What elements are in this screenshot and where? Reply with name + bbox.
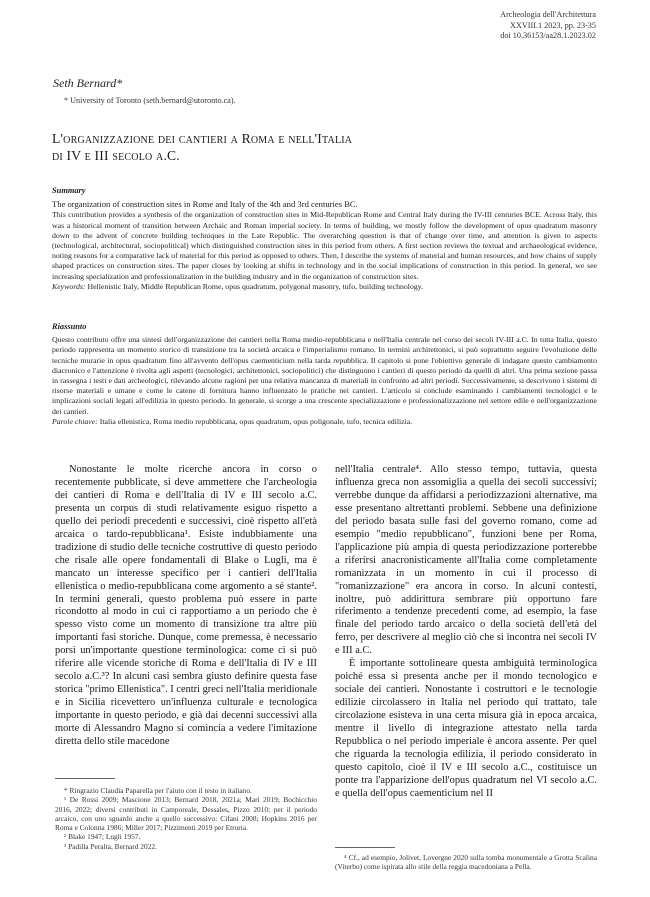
- body-column-left: [55, 464, 317, 749]
- footnote: ² Blake 1947; Lugli 1957.: [64, 832, 141, 842]
- title-line-2: di IV e III secolo a.C.: [52, 148, 180, 163]
- author-affiliation: * University of Toronto (seth.bernard@utoronto.ca).: [64, 96, 236, 105]
- author-name: Seth Bernard*: [53, 76, 123, 90]
- riassunto-heading: Riassunto: [52, 322, 87, 331]
- riassunto-keywords: [52, 417, 597, 427]
- summary-keywords: [52, 282, 597, 292]
- summary-subtitle: The organization of construction sites in Rome and Italy of the 4th and 3rd centuries BC.: [52, 199, 358, 210]
- article-doi: doi 10.36153/aa28.1.2023.02: [500, 31, 596, 41]
- footnote-rule-left: [55, 778, 115, 779]
- summary-section: [52, 186, 597, 292]
- body-column-right: [335, 464, 597, 801]
- footnotes-right: [335, 853, 597, 872]
- footnotes-left: [55, 786, 317, 851]
- article-title: [52, 130, 552, 164]
- footnote: ¹ De Rossi 2009; Mascione 2013; Bernard 2018, 2021a; Mari 2019; Bochicchio 2016, 2022; diversi contributi in Camporeale, Dessales, Pizzo 2010; per il periodo arcaico, con uno sguardo anche a quello successivo: Cifani 2008; Hopkins 2016 per Roma e Colonna 1986; Miller 2017; Pizzimenti 2019 per Etruria.: [55, 795, 317, 833]
- running-head: [500, 10, 596, 42]
- keywords-text: Hellenistic Italy, Middle Republican Rome, opus quadratum, polygonal masonry, tufo, building technology.: [87, 281, 424, 291]
- body-paragraph: È importante sottolineare questa ambiguità terminologica poiché essa si presenta anche per il mondo tecnologico e sociale dei cantieri. Nonostante i costruttori e le tecnologie edilizie circolassero in Italia nel periodo qui trattato, tale circolazione esisteva in una certa misura già in epoca arcaica, mentre il livello di integrazione attestato nella tarda Repubblica o nel periodo imperiale è ancora assente. Per quel che riguarda la tecnologia edilizia, il periodo considerato in questo capitolo, cioè il IV e III secolo a.C., costituisce un ponte tra l'apparizione dell'opus quadratum nel VI secolo a.C. e quella dell'opus caementicium nel II: [335, 658, 597, 799]
- footnote: * Ringrazio Claudia Paparella per l'aiuto con il testo in italiano.: [64, 786, 252, 795]
- footnote-rule-right: [335, 847, 395, 848]
- riassunto-section: [52, 322, 597, 427]
- footnote: ⁴ Cf., ad esempio, Jolivet, Lovergne 2020 sulla tomba monumentale a Grotta Scalina (Viterbo) come ispirata allo stile della reggia macedoniana a Pella.: [335, 853, 597, 872]
- title-line-1: L'organizzazione dei cantieri a Roma e nell'Italia: [52, 131, 353, 146]
- journal-volume: XXVIII.1 2023, pp. 23-35: [510, 20, 596, 30]
- summary-heading: Summary: [52, 186, 86, 195]
- summary-body: This contribution provides a synthesis of the organization of construction sites in Mid-Republican Rome and Central Italy during the IV-III centuries BCE. Across Italy, this was a historical moment of transition between Archaic and Roman imperial society. In terms of building, we mostly follow the development of opus quadratum masonry down to the advent of concrete building techniques in the Late Republic. The overarching question is that of change over time, and attention is given to aspects (technological, architectural, sociopolitical) which distinguished construction sites in this period from others. A first section reviews the textual and archaeological evidence, noting reasons for a comparative lack of material for this period as opposed to others. Then, I describe the systems of material and human resources, and how chains of supply shaped practices on construction sites. The paper closes by looking at shifts in technology and in the social implications of construction in this period. In general, we see increasing specialization and professionalization in the building industry and in the organization of construction sites.: [52, 210, 597, 281]
- journal-name: Archeologia dell'Architettura: [500, 10, 596, 19]
- body-paragraph: Nonostante le molte ricerche ancora in corso o recentemente pubblicate, si deve ammettere che l'archeologia dei cantieri di Roma e dell'Italia di IV e III secolo a.C. presenta un corpus di studi relativamente esiguo rispetto a quello dei periodi precedenti e successivi, cioè rispetto all'età arcaica o tardo-repubblicana¹. Esiste indubbiamente una tradizione di studio delle tecniche costruttive di questo periodo che risale alle opere fondamentali di Blake o Lugli, ma è mancato un interesse specifico per i cantieri dell'Italia ellenistica o medio-repubblicana come argomento a sé stante². In termini generali, questo problema può essere in parte ricondotto al modo in cui ci rapportiamo a un periodo che è spesso visto come un momento di transizione tra altre più importanti fasi storiche. Dunque, come premessa, è necessario porsi un'importante questione terminologica: come ci si può riferire alle vicende storiche di Roma e dell'Italia di IV e III secolo a.C.³? In alcuni casi sembra giusto definire questa fase storica "primo Ellenistica". I centri greci nell'Italia meridionale e in Sicilia ricevettero un'influenza culturale e tecnologica importante in questo periodo, e già dai decenni successivi alla morte di Alessandro Magno si comincia a vedere l'imitazione diretta dello stile macedone: [55, 464, 317, 748]
- parole-chiave-label: Parole chiave:: [52, 416, 98, 426]
- body-paragraph: nell'Italia centrale⁴. Allo stesso tempo, tuttavia, questa influenza greca non assomiglia a quella dei secoli successivi; verrebbe dunque da affidarsi a periodizzazioni alternative, ma esse presentano altrettanti problemi. Sebbene una definizione del periodo basata sulle fasi del governo romano, come ad esempio "medio repubblicano", funzioni bene per Roma, l'applicazione più ampia di questa periodizzazione porterebbe a riferirsi anacronisticamente all'Italia come completamente romanizzata in un momento in cui il processo di "romanizzazione" era ancora in corso. In alcuni contesti, inoltre, può addirittura sembrare più opportuno fare riferimento a tendenze precedenti come, ad esempio, la fase finale del periodo tardo arcaico o della società dell'età del ferro, per descrivere al meglio ciò che si incontra nei secoli IV e III a.C.: [335, 464, 597, 657]
- keywords-label: Keywords:: [52, 281, 86, 291]
- riassunto-body: Questo contributo offre una sintesi dell'organizzazione dei cantieri nella Roma medio-repubblicana e nell'Italia centrale nel corso dei secoli IV-III a.C. In tutta Italia, questo periodo rappresenta un momento storico di transizione tra la società arcaica e l'imperialismo romano. In termini architettonici, si può soprattutto seguire l'evoluzione delle tecniche murarie in opus quadratum fino all'avvento dell'opus caementicium nella tarda repubblica. Il capitolo si pone l'obiettivo generale di indagare questo cambiamento diacronico e l'attenzione è rivolta agli aspetti (tecnologici, architettonici, sociopolitici) che distinguono i cantieri di questo periodo da quelli di altri. Una prima sezione passa in rassegna i testi e dati archeologici, rilevando alcune ragioni per una relativa mancanza di materiali in confronto ad altri periodi. Successivamente, si descrivono i sistemi di risorse materiali e umane e come le catene di fornitura hanno influenzato le pratiche nei cantieri. L'articolo si conclude esaminando i cambiamenti tecnologici e le implicazioni sociali legati all'edilizia in questo periodo. In generale, si scorge a una crescente specializzazione e professionalizzazione nel settore edile e nell'organizzazione dei cantieri.: [52, 335, 597, 416]
- parole-chiave-text: Italia ellenistica, Roma medio repubblicana, opus quadratum, opus poligonale, tufo, tecnica edilizia.: [99, 416, 413, 426]
- footnote: ³ Padilla Peralta, Bernard 2022.: [64, 841, 157, 851]
